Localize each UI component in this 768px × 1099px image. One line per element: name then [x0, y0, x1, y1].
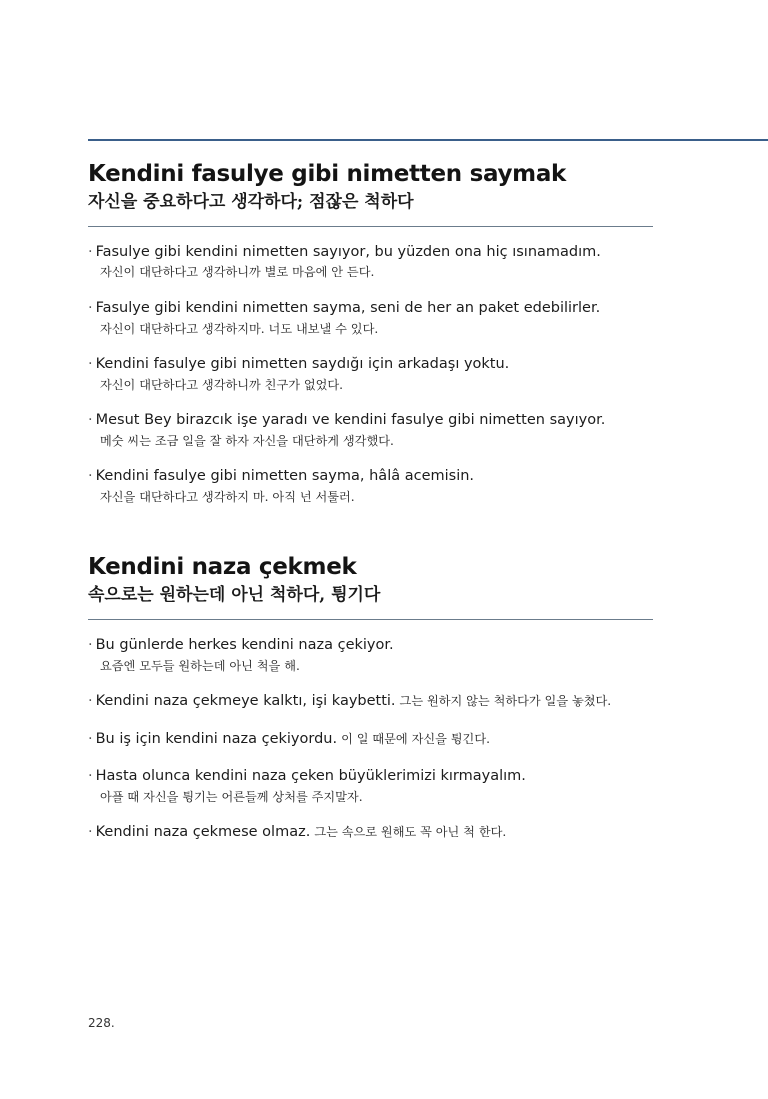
example-source-sentence: Fasulye gibi kendini nimetten sayıyor, bu yüzden ona hiç ısınamadım. — [95, 243, 601, 260]
entry-headword-translation: 자신을 중요하다고 생각하다; 점잖은 척하다 — [88, 191, 414, 212]
example-item — [88, 465, 688, 505]
example-source-text — [88, 731, 337, 747]
example-translation: 자신이 대단하다고 생각하니까 친구가 없었다. — [100, 377, 344, 392]
entry-headword: Kendini fasulye gibi nimetten saymak — [88, 161, 567, 187]
example-source-text — [88, 693, 396, 709]
example-source-text — [88, 244, 601, 260]
example-translation: 자신이 대단하다고 생각하지마. 너도 내보낼 수 있다. — [100, 321, 379, 336]
entry-divider — [88, 226, 653, 227]
example-translation: 그는 속으로 원해도 꼭 아닌 척 한다. — [314, 825, 507, 840]
example-source-text — [88, 824, 310, 840]
example-translation: 아플 때 자신을 튕기는 어른들께 상처를 주지말자. — [100, 789, 363, 804]
bullet-icon: · — [88, 468, 93, 485]
example-source-sentence: Hasta olunca kendini naza çeken büyüklerimizi kırmayalım. — [95, 768, 526, 785]
example-item — [88, 690, 688, 712]
example-source-text — [88, 356, 509, 372]
bullet-icon: · — [88, 768, 93, 785]
example-source-sentence: Kendini naza çekmeye kalktı, işi kaybetti. — [95, 693, 396, 710]
bullet-icon: · — [88, 243, 93, 260]
bullet-icon: · — [88, 637, 93, 653]
example-source-sentence: Mesut Bey birazcık işe yaradı ve kendini fasulye gibi nimetten sayıyor. — [95, 412, 606, 429]
bullet-icon: · — [88, 730, 93, 747]
example-item — [88, 634, 688, 674]
bullet-icon: · — [88, 299, 93, 316]
example-item — [88, 353, 688, 393]
dictionary-entry-2 — [88, 553, 688, 843]
example-translation: 메숫 씨는 조금 일을 잘 하자 자신을 대단하게 생각했다. — [100, 433, 394, 448]
example-item — [88, 409, 688, 449]
example-item — [88, 728, 688, 750]
page-top-rule — [88, 139, 768, 141]
example-translation: 이 일 때문에 자신을 튕긴다. — [341, 731, 490, 746]
example-source-sentence: Kendini naza çekmese olmaz. — [95, 824, 311, 841]
example-source-sentence: Bu iş için kendini naza çekiyordu. — [95, 730, 338, 747]
example-source-sentence: Kendini fasulye gibi nimetten sayma, hâlâ acemisin. — [95, 468, 475, 485]
example-source-sentence: Kendini fasulye gibi nimetten saydığı için arkadaşı yoktu. — [95, 355, 510, 372]
page-number: 228. — [88, 1016, 115, 1030]
example-source-sentence: Bu günlerde herkes kendini naza çekiyor. — [95, 637, 394, 653]
example-translation: 자신이 대단하다고 생각하니까 별로 마음에 안 든다. — [100, 265, 375, 280]
bullet-icon: · — [88, 824, 93, 841]
example-source-text — [88, 300, 600, 316]
example-item — [88, 297, 688, 337]
dictionary-entry-1 — [88, 160, 688, 505]
example-translation: 자신을 대단하다고 생각하지 마. 아직 넌 서툴러. — [100, 489, 355, 504]
bullet-icon: · — [88, 693, 93, 710]
entry-divider — [88, 619, 653, 620]
example-translation: 요즘엔 모두들 원하는데 아닌 척을 해. — [100, 658, 300, 673]
entry-headword-translation: 속으로는 원하는데 아닌 척하다, 튕기다 — [88, 584, 381, 605]
bullet-icon: · — [88, 412, 93, 429]
bullet-icon: · — [88, 355, 93, 372]
example-item — [88, 821, 688, 843]
example-item — [88, 241, 688, 281]
example-source-sentence: Fasulye gibi kendini nimetten sayma, seni de her an paket edebilirler. — [95, 299, 601, 316]
page-content — [88, 160, 688, 859]
example-source-text — [88, 637, 394, 653]
example-list — [88, 634, 688, 843]
entry-headword: Kendini naza çekmek — [88, 554, 357, 581]
example-source-text — [88, 768, 526, 784]
example-source-text — [88, 412, 605, 428]
example-source-text — [88, 468, 474, 484]
example-list — [88, 241, 688, 505]
example-item — [88, 765, 688, 805]
example-translation: 그는 원하지 않는 척하다가 일을 놓쳤다. — [399, 694, 612, 709]
